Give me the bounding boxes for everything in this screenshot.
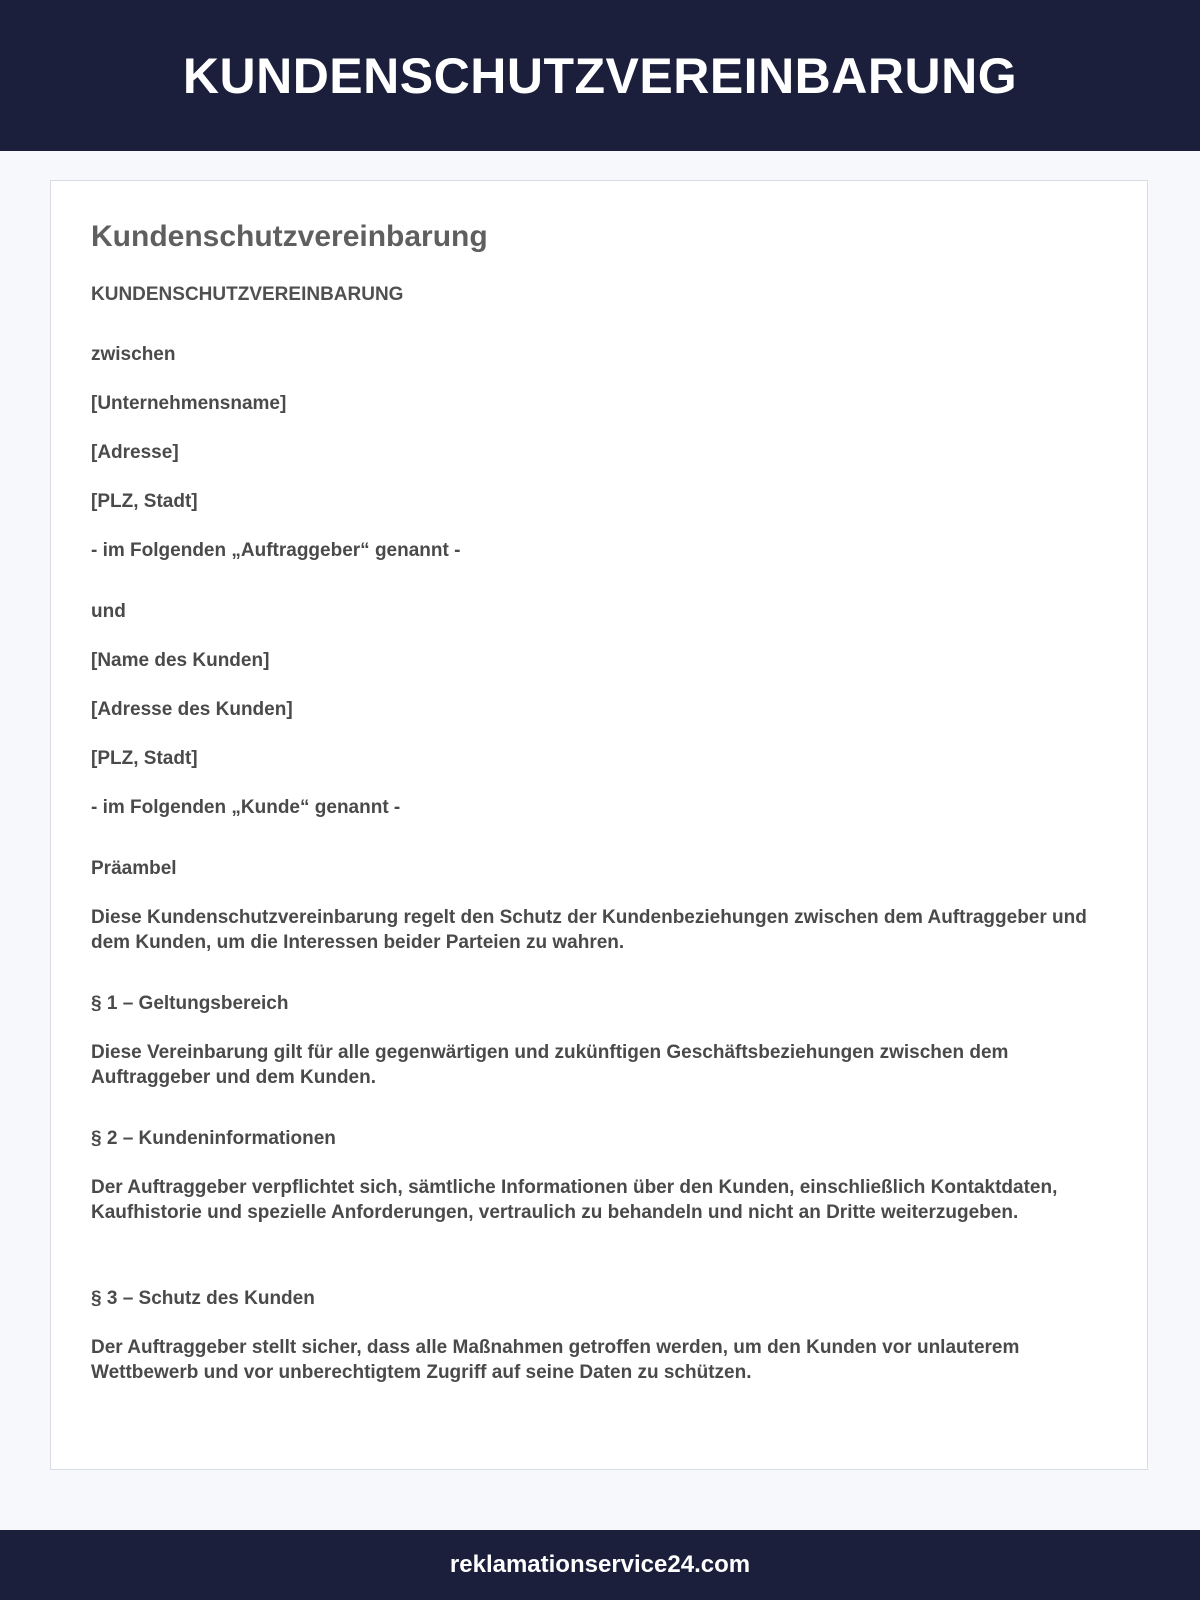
section-3-title: § 3 – Schutz des Kunden [91,1288,315,1309]
section-3-text: Der Auftraggeber stellt sicher, dass alle Maßnahmen getroffen werden, um den Kunden vor unlauterem Wettbewerb und vor unberechtigtem Zugriff auf seine Daten zu schützen. [91,1337,1020,1383]
document-heading: Kundenschutzvereinbarung [91,220,488,253]
document-card [50,180,1148,1470]
section-1-title: § 1 – Geltungsbereich [91,993,289,1014]
company-zip-city-placeholder: [PLZ, Stadt] [91,491,198,512]
document-subheading: KUNDENSCHUTZVEREINBARUNG [91,284,404,305]
company-address-placeholder: [Adresse] [91,442,179,463]
section-preamble-text: Diese Kundenschutzvereinbarung regelt den Schutz der Kundenbeziehungen zwischen dem Auftraggeber und dem Kunden, um die Interessen beider Parteien zu wahren. [91,907,1087,953]
company-name-placeholder: [Unternehmensname] [91,393,287,414]
section-2-text: Der Auftraggeber verpflichtet sich, sämtliche Informationen über den Kunden, einschließlich Kontaktdaten, Kaufhistorie und spezielle Anforderungen, vertraulich zu behandeln und nicht an Dritte weiterzugeben. [91,1177,1058,1223]
text-between: zwischen [91,344,176,365]
client-role-note: - im Folgenden „Auftraggeber“ genannt - [91,540,461,561]
page-header [0,0,1200,151]
section-preamble-title: Präambel [91,858,177,879]
text-and: und [91,601,126,622]
section-2-title: § 2 – Kundeninformationen [91,1128,336,1149]
customer-name-placeholder: [Name des Kunden] [91,650,270,671]
page-footer [0,1530,1200,1600]
section-1-text: Diese Vereinbarung gilt für alle gegenwärtigen und zukünftigen Geschäftsbeziehungen zwischen dem Auftraggeber und dem Kunden. [91,1042,1009,1088]
customer-role-note: - im Folgenden „Kunde“ genannt - [91,797,401,818]
customer-zip-city-placeholder: [PLZ, Stadt] [91,748,198,769]
footer-website: reklamationservice24.com [449,1551,751,1578]
header-title: KUNDENSCHUTZVEREINBARUNG [182,47,1018,104]
customer-address-placeholder: [Adresse des Kunden] [91,699,293,720]
